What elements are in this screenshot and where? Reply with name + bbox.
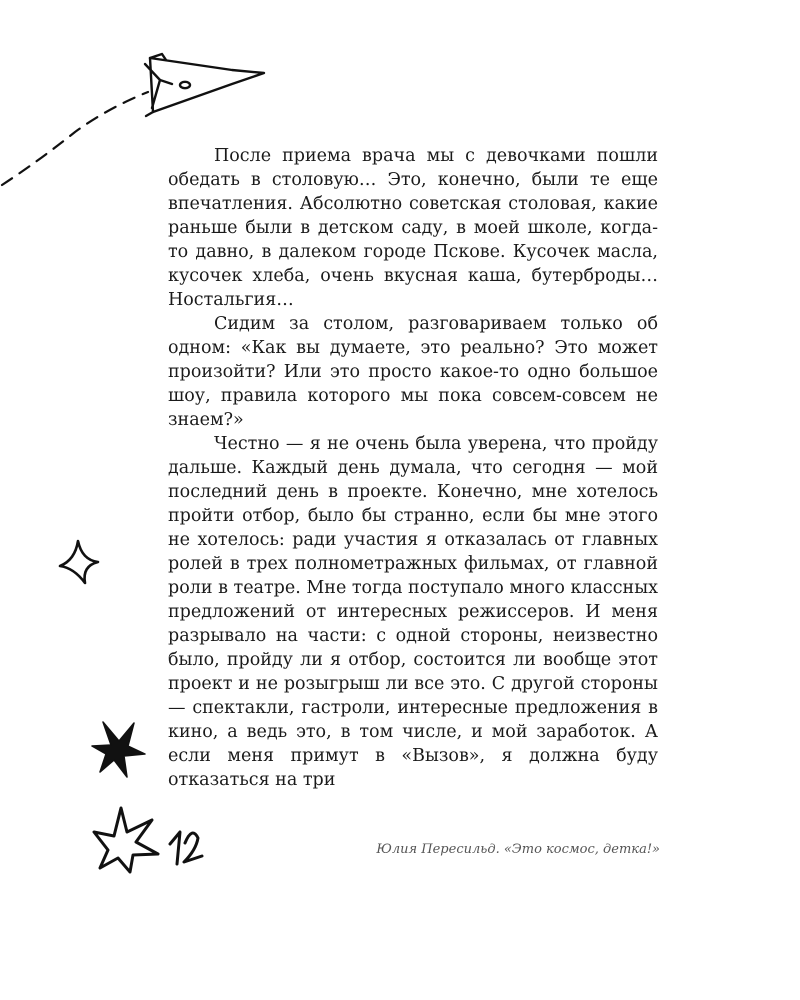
four-point-star-icon bbox=[60, 541, 98, 583]
page-number-handwritten bbox=[170, 832, 202, 864]
body-text bbox=[168, 144, 658, 792]
outline-star-icon bbox=[94, 808, 158, 872]
paragraph: Честно — я не очень была уверена, что пройду дальше. Каждый день думала, что сегодня — мой последний день в проекте. Конечно, мне хотелось пройти отбор, было бы странно, если бы мне этого не хотелось: ради участия я отказалась от главных ролей в трех полнометражных фильмах, от главной роли в театре. Мне тогда поступало много классных предложений от интересных режиссеров. И меня разрывало на части: с одной стороны, неизвестно было, пройду ли я отбор, состоится ли вообще этот проект и не розыгрыш ли все это. С другой стороны — спектакли, гастроли, интересные предложения в кино, а ведь это, в том числе, и мой заработок. А если меня примут в «Вызов», я должна буду отказаться на три bbox=[168, 434, 658, 790]
filled-star-icon bbox=[92, 722, 145, 777]
paragraph: Сидим за столом, разговариваем только об одном: «Как вы думаете, это реально? Это может произойти? Или это просто какое-то одно большое шоу, правила которого мы пока совсем-совсем не знаем?» bbox=[168, 314, 658, 430]
running-title: Юлия Пересильд. «Это космос, детка!» bbox=[376, 842, 660, 857]
flight-trail-doodle bbox=[2, 92, 148, 185]
rocket-icon bbox=[145, 54, 264, 116]
paragraph: После приема врача мы с девочками пошли обедать в столовую… Это, конечно, были те еще впечатления. Абсолютно советская столовая, какие раньше были в детском саду, в моей школе, когда-то давно, в далеком городе Пскове. Кусочек масла, кусочек хлеба, очень вкусная каша, бутерброды… Ностальгия… bbox=[168, 146, 658, 310]
